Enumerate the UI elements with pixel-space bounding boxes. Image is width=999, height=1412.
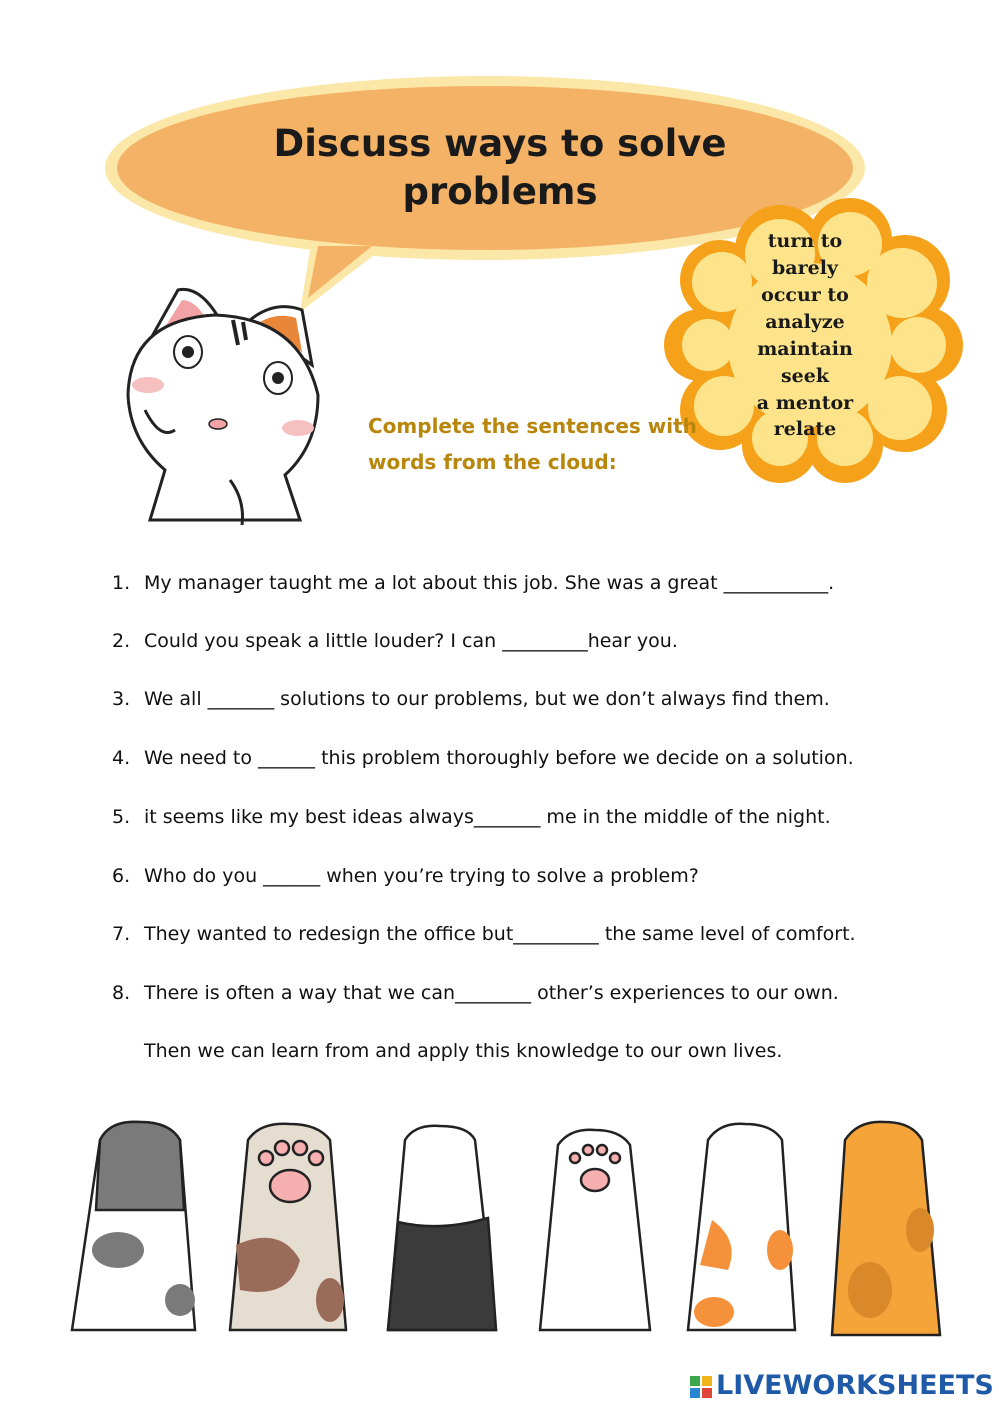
instruction-line-2: words from the cloud:	[368, 450, 617, 474]
word-bank-item: barely	[772, 257, 838, 279]
word-bank-item: occur to	[761, 284, 849, 306]
question-text: it seems like my best ideas always_______ me in the middle of the night.	[144, 806, 831, 828]
page-title-line-2: problems	[402, 170, 598, 213]
word-bank-item: seek	[780, 365, 830, 387]
question-continuation: Then we can learn from and apply this knowledge to our own lives.	[144, 1040, 783, 1062]
instruction-line-1: Complete the sentences with	[368, 414, 697, 438]
question-number: 2.	[112, 630, 131, 652]
paws-illustration	[72, 1122, 940, 1335]
question-item	[112, 688, 830, 710]
liveworksheets-logo-icon	[690, 1376, 712, 1398]
word-bank-item: turn to	[767, 230, 843, 252]
question-text: Could you speak a little louder? I can _________hear you.	[144, 630, 678, 652]
word-bank-item: a mentor	[756, 392, 854, 414]
question-number: 4.	[112, 747, 131, 769]
word-bank-item: maintain	[757, 338, 853, 360]
question-text: My manager taught me a lot about this job. She was a great ___________.	[144, 572, 835, 594]
question-item	[112, 923, 856, 945]
question-item	[112, 982, 839, 1004]
question-text: We all _______ solutions to our problems, but we don’t always find them.	[144, 688, 830, 710]
question-text: We need to ______ this problem thoroughly before we decide on a solution.	[144, 747, 854, 769]
question-item	[112, 630, 678, 652]
question-number: 5.	[112, 806, 131, 828]
question-number: 3.	[112, 688, 131, 710]
word-bank-item: analyze	[765, 311, 845, 333]
brand-name[interactable]: LIVEWORKSHEETS	[716, 1370, 994, 1401]
question-number: 7.	[112, 923, 131, 945]
cat-illustration	[128, 289, 318, 525]
question-item	[112, 747, 854, 769]
word-bank-item: relate	[773, 418, 837, 440]
question-item	[112, 572, 834, 594]
question-number: 6.	[112, 865, 131, 887]
question-text: They wanted to redesign the office but_________ the same level of comfort.	[144, 923, 856, 945]
page-title-line-1: Discuss ways to solve	[273, 122, 727, 165]
question-number: 8.	[112, 982, 131, 1004]
question-text: Who do you ______ when you’re trying to solve a problem?	[144, 865, 699, 887]
question-number: 1.	[112, 572, 131, 594]
question-item	[112, 865, 699, 887]
question-item	[112, 806, 831, 828]
question-text: There is often a way that we can________ other’s experiences to our own.	[144, 982, 839, 1004]
